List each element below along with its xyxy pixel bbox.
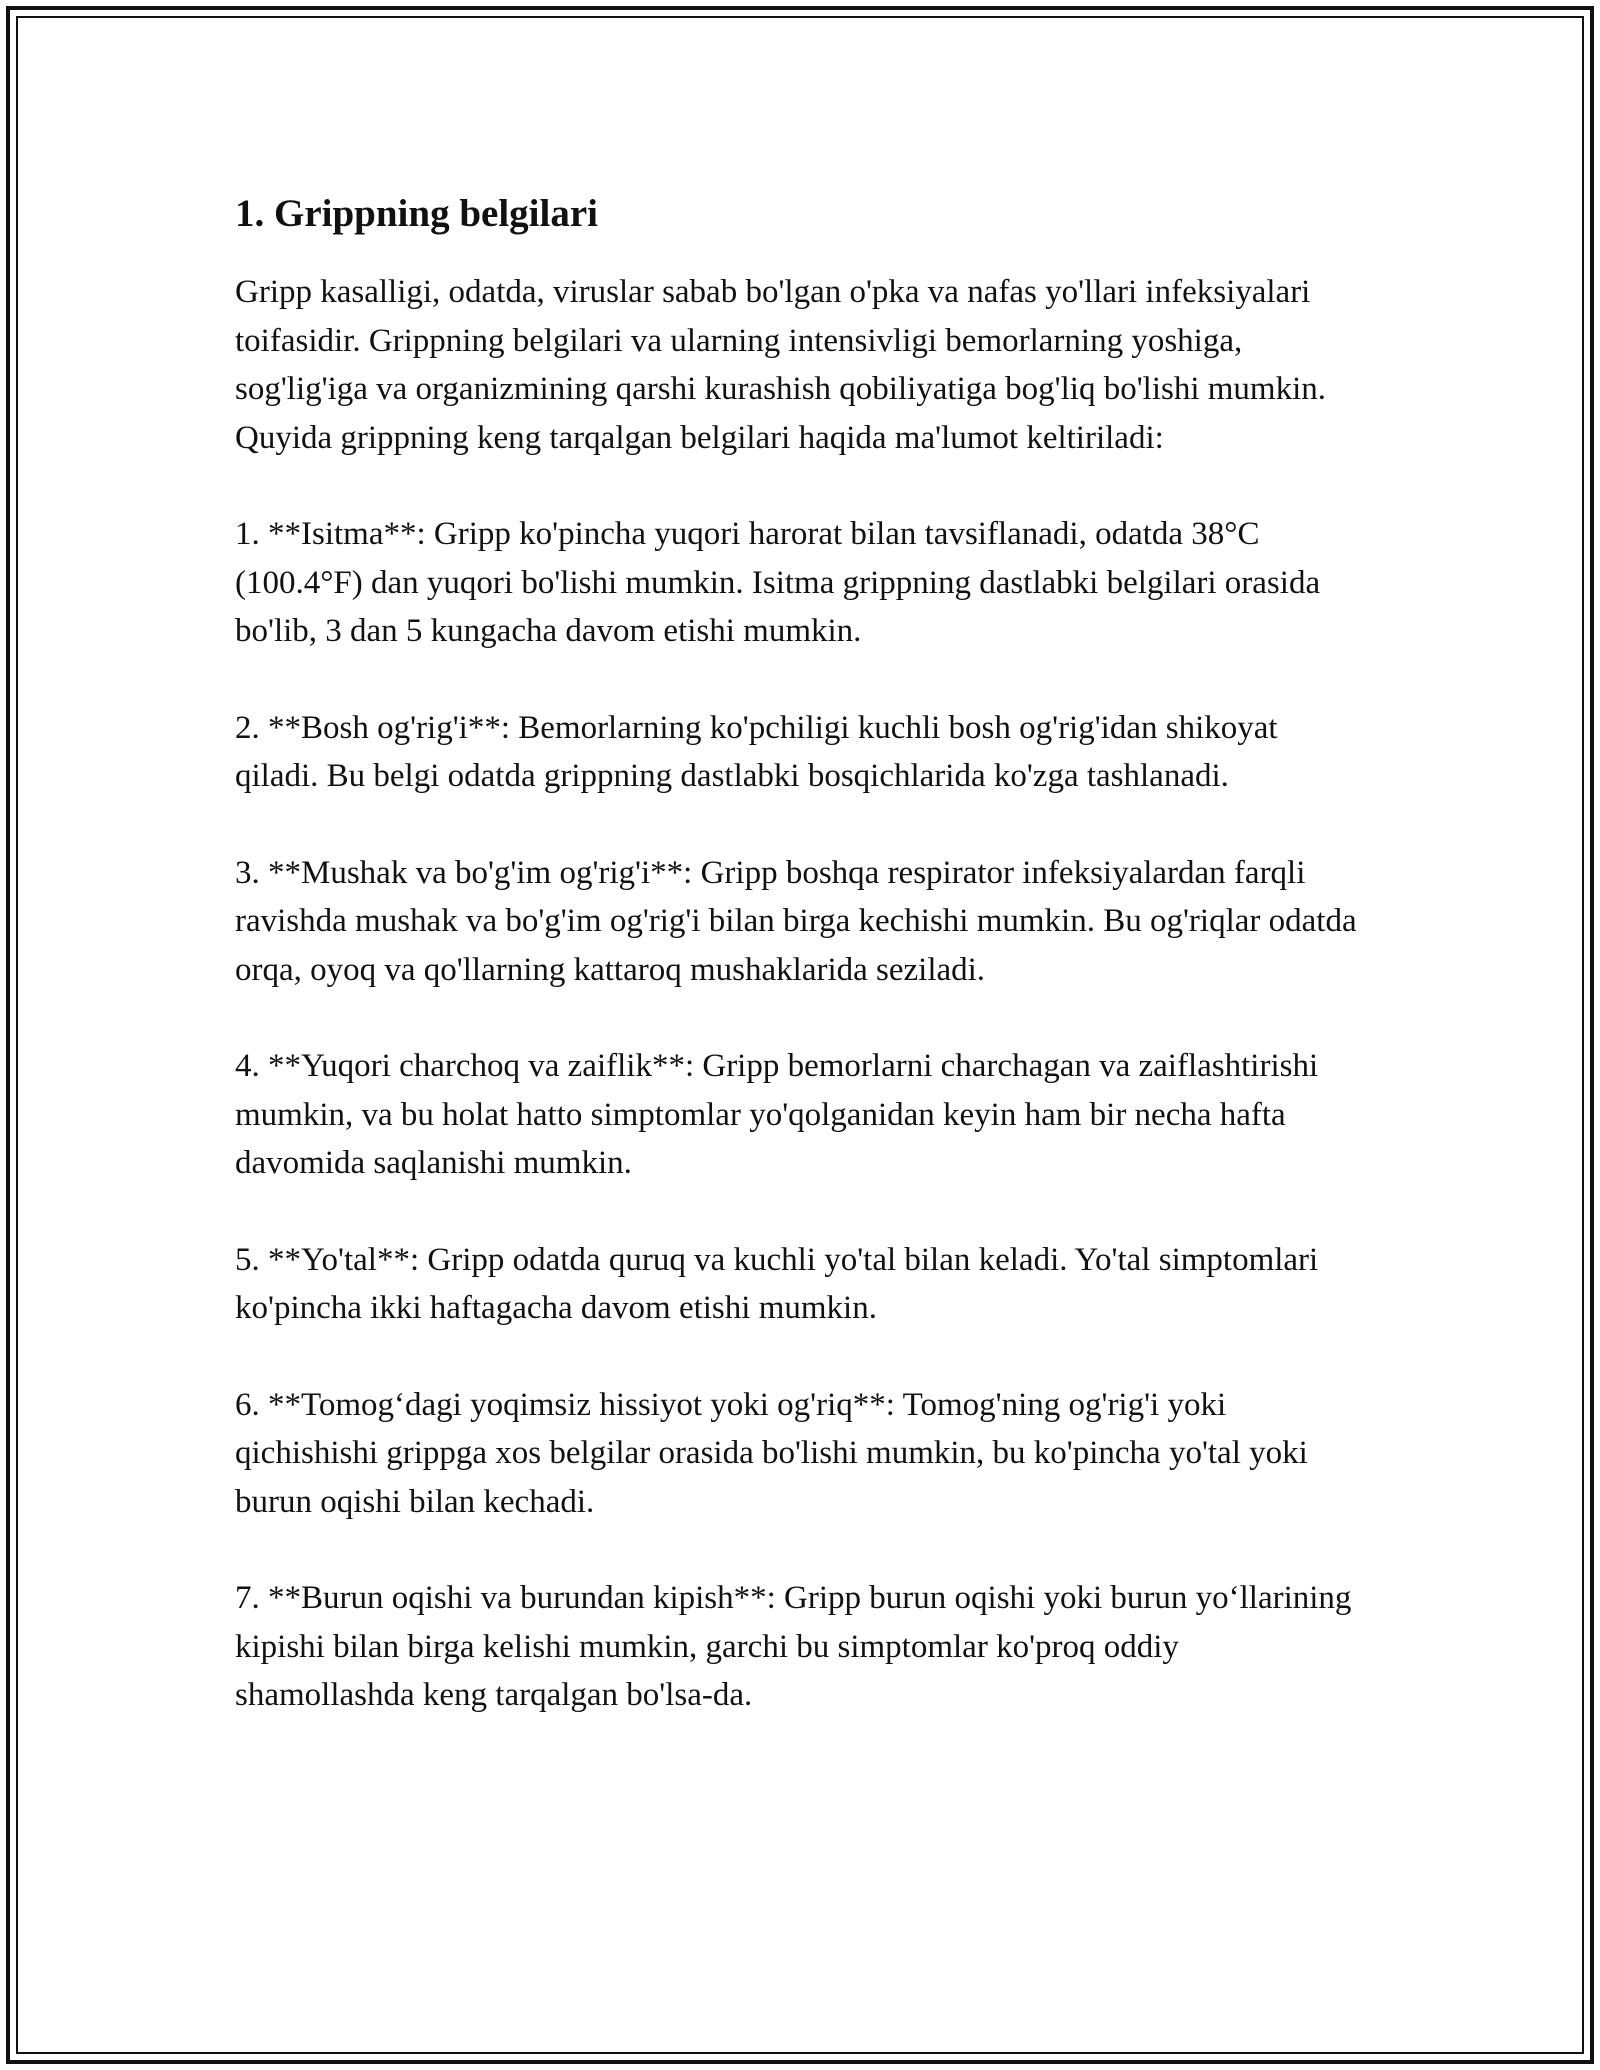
list-item-fatigue: 4. **Yuqori charchoq va zaiflik**: Gripp bemorlarni charchagan va zaiflashtirishi mumkin, va bu holat hatto simptomlar yo'qolganidan keyin ham bir necha hafta davomida saqlanishi mumkin. xyxy=(235,1048,1319,1181)
list-item-fever: 1. **Isitma**: Gripp ko'pincha yuqori harorat bilan tavsiflanadi, odatda 38°C (100.4°F) dan yuqori bo'lishi mumkin. Isitma grippning dastlabki belgilari orasida bo'lib, 3 dan 5 kungacha davom etishi mumkin. xyxy=(235,516,1321,649)
list-item-runny-nose: 7. **Burun oqishi va burundan kipish**: Gripp burun oqishi yoki burun yo‘llarining kipishi bilan birga kelishi mumkin, garchi bu simptomlar ko'proq oddiy shamollashda keng tarqalgan bo'lsa-da. xyxy=(235,1580,1352,1713)
list-item-muscle-joint-pain: 3. **Mushak va bo'g'im og'rig'i**: Gripp boshqa respirator infeksiyalardan farqli ravishda mushak va bo'g'im og'rig'i bilan birga kechishi mumkin. Bu og'riqlar odatda orqa, oyoq va qo'llarning kattaroq mushaklarida seziladi. xyxy=(235,854,1357,988)
document-body xyxy=(235,186,1365,1768)
section-heading: 1. Grippning belgilari xyxy=(235,192,598,235)
list-item-sore-throat: 6. **Tomog‘dagi yoqimsiz hissiyot yoki og'riq**: Tomog'ning og'rig'i yoki qichishishi grippga xos belgilar orasida bo'lishi mumkin, bu ko'pincha yo'tal yoki burun oqishi bilan kechadi. xyxy=(235,1386,1308,1520)
list-item-cough: 5. **Yo'tal**: Gripp odatda quruq va kuchli yo'tal bilan keladi. Yo'tal simptomlari ko'pincha ikki haftagacha davom etishi mumkin. xyxy=(235,1241,1319,1326)
list-item-headache: 2. **Bosh og'rig'i**: Bemorlarning ko'pchiligi kuchli bosh og'rig'idan shikoyat qiladi. Bu belgi odatda grippning dastlabki bosqichlarida ko'zga tashlanadi. xyxy=(235,709,1278,794)
intro-paragraph: Gripp kasalligi, odatda, viruslar sabab bo'lgan o'pka va nafas yo'llari infeksiyalari toifasidir. Grippning belgilari va ularning intensivligi bemorlarning yoshiga, sog'lig'iga va organizmining qarshi kurashish qobiliyatiga bog'liq bo'lishi mumkin. Quyida grippning keng tarqalgan belgilari haqida ma'lumot keltiriladi: xyxy=(235,274,1326,456)
